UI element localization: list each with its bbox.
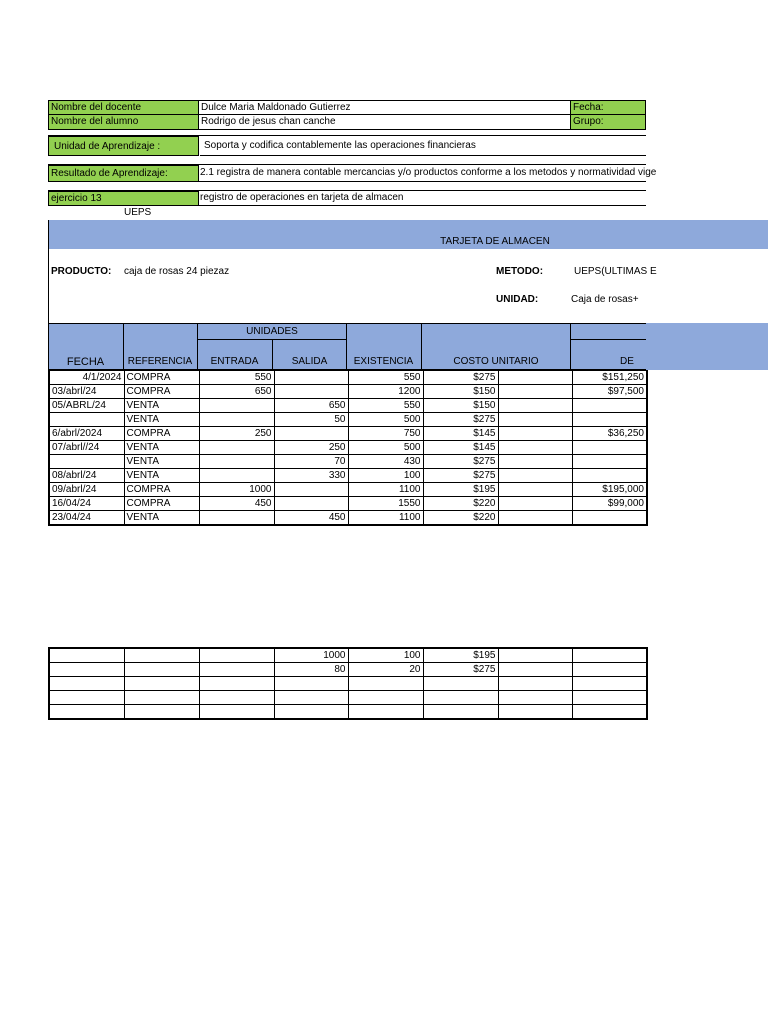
ejercicio-label: ejercicio 13	[48, 191, 199, 206]
cell-fecha[interactable]	[49, 705, 124, 719]
table-row	[49, 441, 647, 455]
cell-referencia[interactable]	[124, 705, 199, 719]
cell-entrada[interactable]	[199, 469, 274, 483]
cell-fecha[interactable]	[49, 455, 124, 469]
table-row	[49, 648, 647, 663]
cell-salida[interactable]: 650	[274, 399, 348, 413]
cell-referencia[interactable]: VENTA	[124, 511, 199, 526]
table-row	[49, 677, 647, 691]
cell-existencia[interactable]: 1200	[348, 385, 423, 399]
cell-costo-unitario[interactable]: $275	[423, 413, 498, 427]
cell-debe[interactable]: $36,250	[572, 427, 647, 441]
cell-col-g[interactable]	[498, 705, 572, 719]
cell-salida[interactable]: 80	[274, 663, 348, 677]
row-sep	[570, 339, 646, 340]
cell-referencia[interactable]: COMPRA	[124, 427, 199, 441]
cell-debe[interactable]	[572, 677, 647, 691]
cell-existencia[interactable]: 550	[348, 371, 423, 385]
cell-salida[interactable]	[274, 705, 348, 719]
cell-col-g[interactable]	[498, 399, 572, 413]
cell-entrada[interactable]	[199, 677, 274, 691]
cell-salida[interactable]: 70	[274, 455, 348, 469]
cell-col-g[interactable]	[498, 427, 572, 441]
cell-entrada[interactable]	[199, 413, 274, 427]
table-row	[49, 413, 647, 427]
cell-entrada[interactable]: 1000	[199, 483, 274, 497]
cell-existencia[interactable]: 1100	[348, 511, 423, 526]
resultado-value[interactable]: 2.1 registra de manera contable mercancias y/o productos conforme a los metodos y normatividad vige	[198, 165, 646, 182]
cell-entrada[interactable]	[199, 705, 274, 719]
cell-fecha[interactable]	[49, 691, 124, 705]
cell-fecha[interactable]: 09/abrl/24	[49, 483, 124, 497]
cell-debe[interactable]: $97,500	[572, 385, 647, 399]
cell-salida[interactable]	[274, 427, 348, 441]
cell-referencia[interactable]: VENTA	[124, 413, 199, 427]
row-sep	[197, 339, 347, 340]
cell-salida[interactable]	[274, 497, 348, 511]
cell-entrada[interactable]	[199, 399, 274, 413]
unidad-card-label: UNIDAD:	[496, 294, 539, 305]
cell-entrada[interactable]	[199, 511, 274, 526]
cell-existencia[interactable]: 1100	[348, 483, 423, 497]
table-row	[49, 399, 647, 413]
cell-costo-unitario[interactable]	[423, 705, 498, 719]
cell-fecha[interactable]	[49, 663, 124, 677]
cell-col-g[interactable]	[498, 511, 572, 526]
cell-referencia[interactable]: COMPRA	[124, 371, 199, 385]
cell-referencia[interactable]	[124, 677, 199, 691]
cell-col-g[interactable]	[498, 691, 572, 705]
cell-debe[interactable]	[572, 663, 647, 677]
cell-existencia[interactable]: 550	[348, 399, 423, 413]
cell-entrada[interactable]	[199, 691, 274, 705]
cell-existencia[interactable]	[348, 705, 423, 719]
cell-debe[interactable]	[572, 469, 647, 483]
cell-debe[interactable]: $99,000	[572, 497, 647, 511]
table-row	[49, 427, 647, 441]
cell-costo-unitario[interactable]: $145	[423, 441, 498, 455]
cell-entrada[interactable]: 550	[199, 371, 274, 385]
cell-referencia[interactable]: VENTA	[124, 469, 199, 483]
cell-entrada[interactable]: 250	[199, 427, 274, 441]
cell-existencia[interactable]	[348, 691, 423, 705]
cell-col-g[interactable]	[498, 371, 572, 385]
cell-existencia[interactable]: 20	[348, 663, 423, 677]
cell-costo-unitario[interactable]	[423, 677, 498, 691]
header-fecha: FECHA	[66, 356, 105, 368]
cell-fecha[interactable]: 08/abrl/24	[49, 469, 124, 483]
cell-costo-unitario[interactable]: $220	[423, 511, 498, 526]
card-title: TARJETA DE ALMACEN	[440, 236, 550, 247]
cell-costo-unitario[interactable]: $220	[423, 497, 498, 511]
cell-entrada[interactable]	[199, 648, 274, 663]
cell-entrada[interactable]	[199, 455, 274, 469]
cell-referencia[interactable]	[124, 648, 199, 663]
cell-salida[interactable]: 250	[274, 441, 348, 455]
cell-fecha[interactable]	[49, 648, 124, 663]
cell-salida[interactable]: 330	[274, 469, 348, 483]
cell-referencia[interactable]: VENTA	[124, 399, 199, 413]
cell-debe[interactable]	[572, 399, 647, 413]
cell-debe[interactable]	[572, 455, 647, 469]
cell-fecha[interactable]: 03/abrl/24	[49, 385, 124, 399]
cell-salida[interactable]: 450	[274, 511, 348, 526]
cell-existencia[interactable]: 100	[348, 648, 423, 663]
cell-debe[interactable]	[572, 648, 647, 663]
cell-col-g[interactable]	[498, 677, 572, 691]
cell-referencia[interactable]	[124, 663, 199, 677]
metodo-label: METODO:	[496, 266, 544, 277]
header-unidades: UNIDADES	[246, 326, 298, 337]
cell-costo-unitario[interactable]: $275	[423, 469, 498, 483]
cell-referencia[interactable]: COMPRA	[124, 497, 199, 511]
cell-existencia[interactable]	[348, 677, 423, 691]
cell-costo-unitario[interactable]: $150	[423, 385, 498, 399]
method-note: UEPS	[124, 207, 152, 218]
cell-fecha[interactable]: 16/04/24	[49, 497, 124, 511]
cell-fecha[interactable]: 6/abrl/2024	[49, 427, 124, 441]
table-row	[49, 455, 647, 469]
cell-col-g[interactable]	[498, 469, 572, 483]
header-salida: SALIDA	[291, 356, 328, 367]
cell-fecha[interactable]: 05/ABRL/24	[49, 399, 124, 413]
cell-entrada[interactable]	[199, 441, 274, 455]
cell-existencia[interactable]: 750	[348, 427, 423, 441]
cell-costo-unitario[interactable]: $275	[423, 371, 498, 385]
cell-debe[interactable]	[572, 511, 647, 526]
cell-col-g[interactable]	[498, 413, 572, 427]
cell-entrada[interactable]: 650	[199, 385, 274, 399]
cell-existencia[interactable]: 500	[348, 441, 423, 455]
unidad-value[interactable]: Soporta y codifica contablemente las operaciones financieras	[200, 136, 646, 156]
alumno-value[interactable]: Rodrigo de jesus chan canche	[198, 114, 571, 130]
header-debe: DE	[620, 356, 634, 367]
summary-table	[48, 647, 648, 720]
table-row	[49, 663, 647, 677]
header-costo-unitario: COSTO UNITARIO	[453, 356, 539, 367]
cell-salida[interactable]: 50	[274, 413, 348, 427]
cell-costo-unitario[interactable]: $145	[423, 427, 498, 441]
cell-debe[interactable]: $195,000	[572, 483, 647, 497]
cell-debe[interactable]	[572, 413, 647, 427]
unidad-label: Unidad de Aprendizaje :	[48, 136, 199, 156]
docente-value[interactable]: Dulce Maria Maldonado Gutierrez	[198, 100, 571, 115]
table-row	[49, 705, 647, 719]
producto-label: PRODUCTO:	[51, 266, 112, 277]
cell-salida[interactable]	[274, 677, 348, 691]
cell-costo-unitario[interactable]: $150	[423, 399, 498, 413]
table-row	[49, 385, 647, 399]
metodo-value[interactable]: UEPS(ULTIMAS E	[574, 266, 657, 277]
unidad-card-value[interactable]: Caja de rosas+	[571, 294, 639, 305]
cell-col-g[interactable]	[498, 483, 572, 497]
cell-referencia[interactable]	[124, 691, 199, 705]
cell-debe[interactable]	[572, 441, 647, 455]
cell-costo-unitario[interactable]	[423, 691, 498, 705]
grupo-label: Grupo:	[570, 114, 646, 130]
cell-existencia[interactable]: 500	[348, 413, 423, 427]
cell-costo-unitario[interactable]: $275	[423, 455, 498, 469]
cell-salida[interactable]	[274, 691, 348, 705]
cell-costo-unitario[interactable]: $275	[423, 663, 498, 677]
cell-referencia[interactable]: COMPRA	[124, 483, 199, 497]
table-row	[49, 691, 647, 705]
header-entrada: ENTRADA	[210, 356, 259, 367]
cell-fecha[interactable]	[49, 677, 124, 691]
cell-fecha[interactable]: 4/1/2024	[49, 371, 124, 385]
cell-existencia[interactable]: 100	[348, 469, 423, 483]
cell-col-g[interactable]	[498, 497, 572, 511]
fecha-label: Fecha:	[570, 100, 646, 115]
cell-col-g[interactable]	[498, 385, 572, 399]
cell-debe[interactable]	[572, 691, 647, 705]
card-info-area	[48, 249, 657, 324]
cell-entrada[interactable]: 450	[199, 497, 274, 511]
cell-salida[interactable]	[274, 483, 348, 497]
table-row	[49, 511, 647, 526]
cell-referencia[interactable]: COMPRA	[124, 385, 199, 399]
cell-referencia[interactable]: VENTA	[124, 441, 199, 455]
cell-referencia[interactable]: VENTA	[124, 455, 199, 469]
cell-existencia[interactable]: 430	[348, 455, 423, 469]
alumno-label: Nombre del alumno	[48, 114, 199, 130]
card-title-band	[48, 220, 768, 249]
cell-col-g[interactable]	[498, 648, 572, 663]
cell-fecha[interactable]	[49, 413, 124, 427]
table-row	[49, 371, 647, 385]
header-existencia: EXISTENCIA	[353, 356, 414, 367]
cell-col-g[interactable]	[498, 663, 572, 677]
table-row	[49, 469, 647, 483]
cell-salida[interactable]	[274, 385, 348, 399]
cell-fecha[interactable]: 07/abrl//24	[49, 441, 124, 455]
cell-costo-unitario[interactable]: $195	[423, 648, 498, 663]
table-row	[49, 483, 647, 497]
cell-existencia[interactable]: 1550	[348, 497, 423, 511]
cell-fecha[interactable]: 23/04/24	[49, 511, 124, 526]
producto-value[interactable]: caja de rosas 24 piezaz	[124, 266, 230, 277]
inventory-table	[48, 370, 648, 526]
cell-col-g[interactable]	[498, 441, 572, 455]
docente-label: Nombre del docente	[48, 100, 199, 115]
ejercicio-value[interactable]: registro de operaciones en tarjeta de almacen	[198, 191, 646, 206]
resultado-label: Resultado de Aprendizaje:	[48, 165, 199, 182]
cell-col-g[interactable]	[498, 455, 572, 469]
cell-debe[interactable]: $151,250	[572, 371, 647, 385]
cell-entrada[interactable]	[199, 663, 274, 677]
cell-costo-unitario[interactable]: $195	[423, 483, 498, 497]
table-row	[49, 497, 647, 511]
cell-salida[interactable]: 1000	[274, 648, 348, 663]
header-referencia: REFERENCIA	[127, 356, 193, 367]
cell-salida[interactable]	[274, 371, 348, 385]
cell-debe[interactable]	[572, 705, 647, 719]
